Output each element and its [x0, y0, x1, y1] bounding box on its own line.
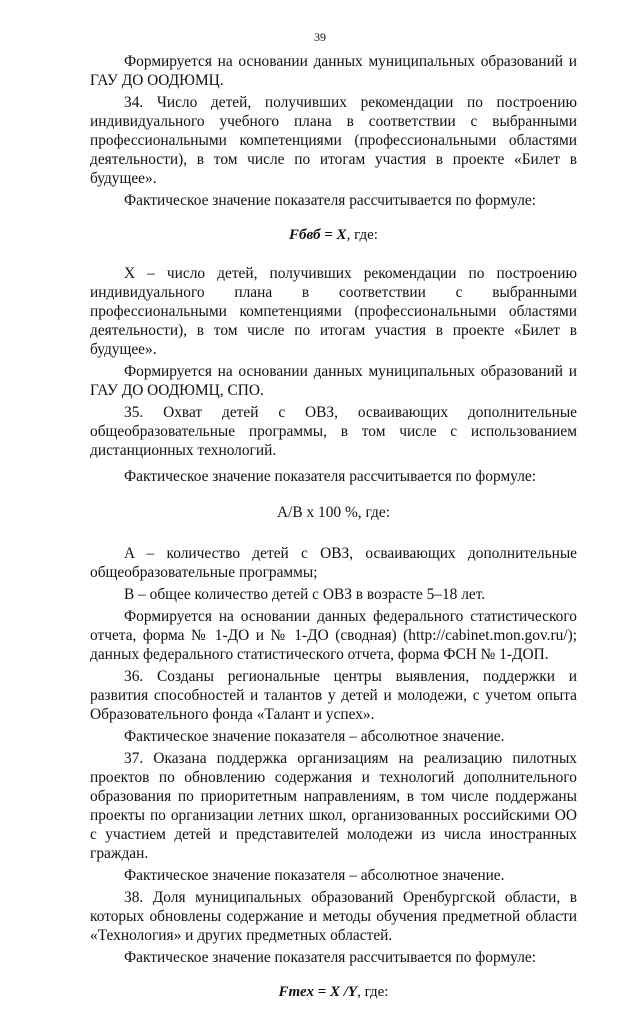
- variable-a-definition: A – количество детей с ОВЗ, осваивающих дополнительные общеобразовательные программы;: [90, 545, 577, 581]
- formula-intro-2: Фактическое значение показателя рассчитывается по формуле:: [124, 468, 536, 485]
- indicator-38-description: 38. Доля муниципальных образований Оренбургской области, в которых обновлены содержание и методы обучения предметной области «Технология» и других предметных областей.: [90, 889, 577, 944]
- absolute-value-note-2: Фактическое значение показателя – абсолютное значение.: [124, 867, 505, 884]
- paragraph-source-3: Формируется на основании данных федерального статистического отчета, форма № 1-ДО и № 1-ДО (сводная) (http://cabinet.mon.gov.ru/); данных федерального статистического отчета, форма ФСН № 1-ДОП.: [90, 608, 577, 663]
- formula-intro-1: Фактическое значение показателя рассчитывается по формуле:: [124, 192, 536, 209]
- paragraph-source-2: Формируется на основании данных муниципальных образований и ГАУ ДО ООДЮМЦ, СПО.: [90, 363, 577, 399]
- formula-ftech: [90, 984, 577, 1001]
- formula-intro-3: Фактическое значение показателя рассчитывается по формуле:: [124, 949, 536, 966]
- formula-fbvb-main: Fбвб = X: [289, 227, 347, 243]
- absolute-value-note-1: Фактическое значение показателя – абсолютное значение.: [124, 728, 505, 745]
- document-body: [90, 52, 577, 1021]
- indicator-34-description: 34. Число детей, получивших рекомендации по построению индивидуального учебного плана в соответствии с выбранными профессиональными компетенциями (профессиональными областями деятельности), в том числе по итогам участия в проекте «Билет в будущее».: [90, 94, 577, 187]
- variable-b-definition: B – общее количество детей с ОВЗ в возрасте 5–18 лет.: [124, 586, 486, 603]
- formula-ftech-where: , где:: [357, 984, 389, 1000]
- indicator-35-description: 35. Охват детей с ОВЗ, осваивающих дополнительные общеобразовательные программы, в том числе с использованием дистанционных технологий.: [90, 404, 577, 459]
- formula-fbvb-where: , где:: [346, 227, 378, 243]
- paragraph-source-1: Формируется на основании данных муниципальных образований и ГАУ ДО ООДЮМЦ.: [90, 53, 577, 89]
- formula-ftech-main: Fтех = X /Y: [278, 984, 358, 1000]
- indicator-37-description: 37. Оказана поддержка организациям на реализацию пилотных проектов по обновлению содержания и технологий дополнительного образования по приоритетным направлениям, в том числе поддержаны проекты по организации летних школ, организованных российскими ОО с участием детей и представителей молодежи из числа иностранных граждан.: [90, 750, 577, 862]
- formula-fbvb: [90, 227, 577, 244]
- page-number: 39: [314, 30, 326, 44]
- variable-x-definition: X – число детей, получивших рекомендации по построению индивидуального плана в соответствии с выбранными профессиональными компетенциями (профессиональными областями деятельности), в том числе по итогам участия в проекте «Билет в будущее».: [90, 265, 577, 358]
- indicator-36-description: 36. Созданы региональные центры выявления, поддержки и развития способностей и талантов у детей и молодежи, с учетом опыта Образовательного фонда «Талант и успех».: [90, 668, 577, 723]
- formula-ab: A/B x 100 %, где:: [277, 504, 390, 521]
